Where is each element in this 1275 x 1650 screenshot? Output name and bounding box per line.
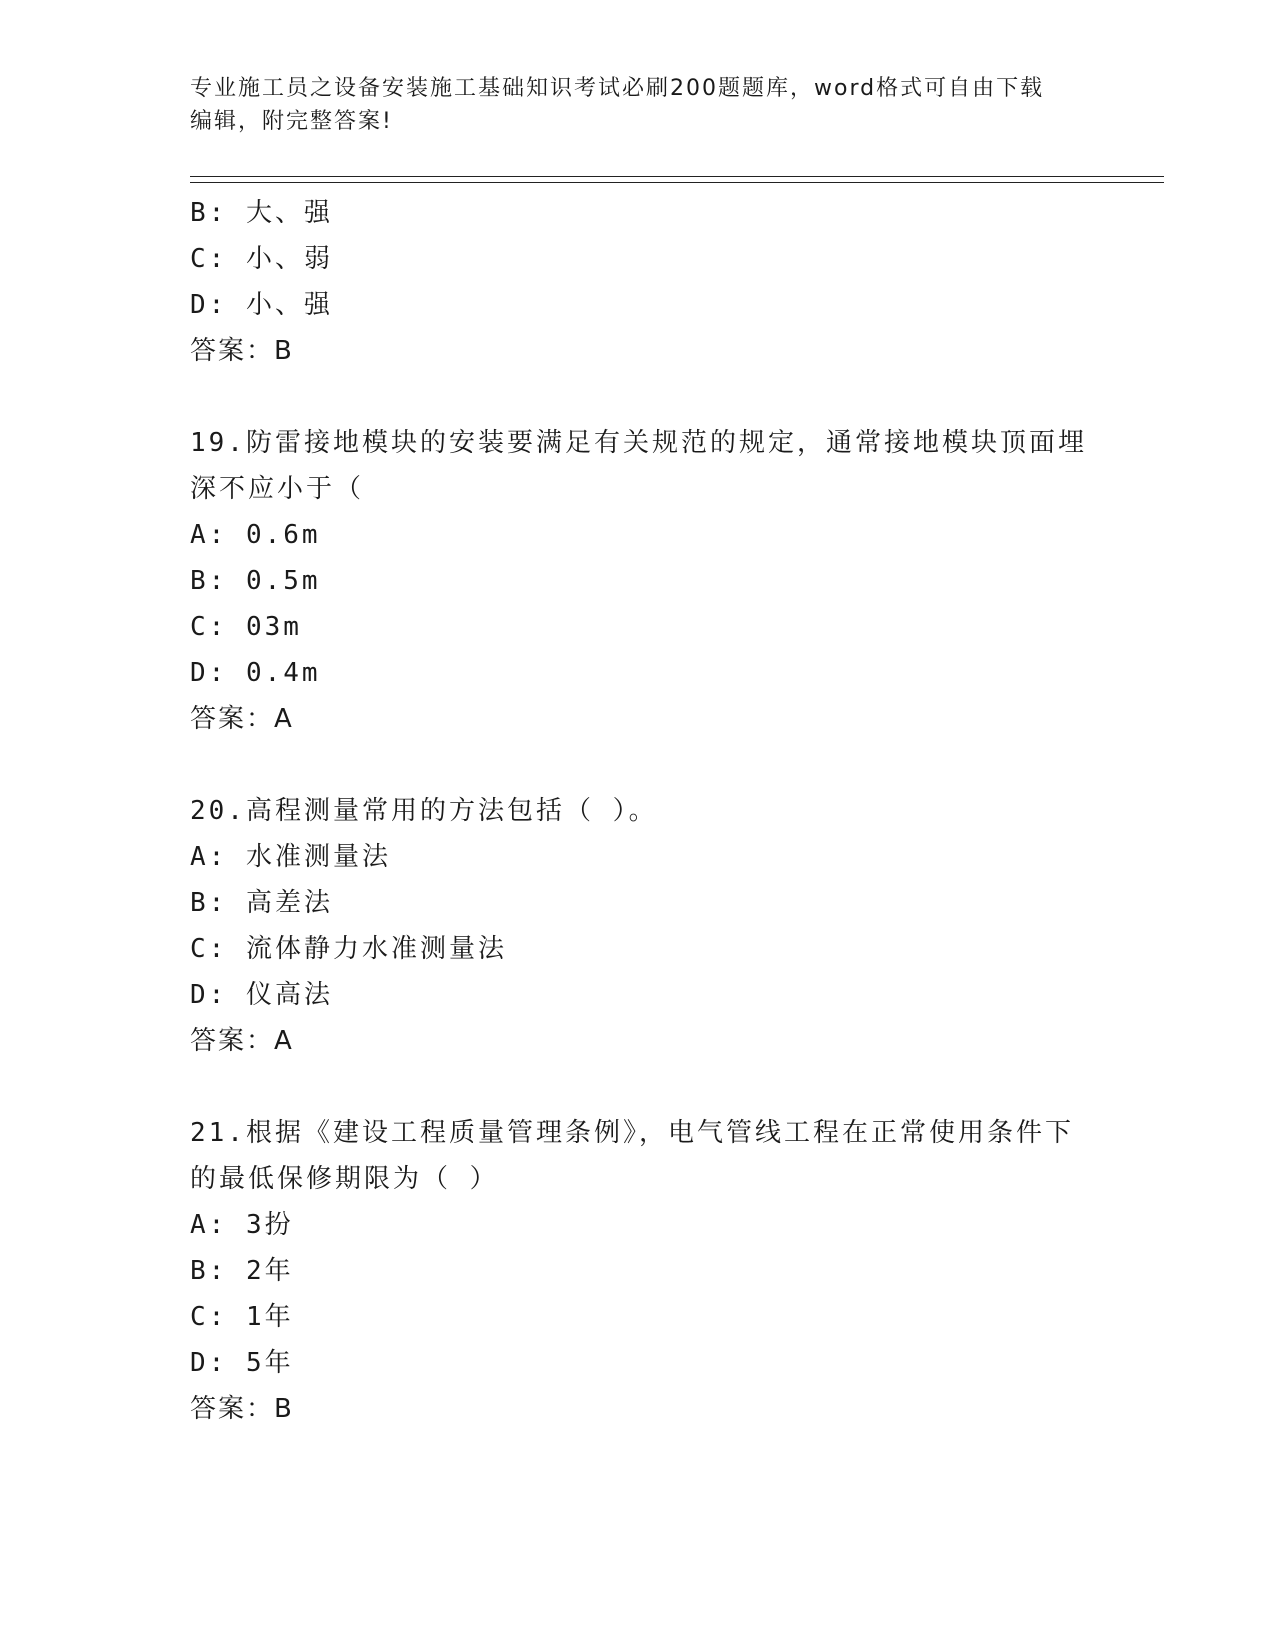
question-18-continuation [190, 190, 1090, 374]
option-a: A: 3扮 [190, 1210, 294, 1240]
header-line-2: 编辑，附完整答案! [190, 109, 393, 134]
option-d: D: 0.4m [190, 658, 321, 688]
option-b: B: 高差法 [190, 888, 333, 918]
question-list [190, 190, 1090, 1432]
answer-line: 答案：A [190, 1026, 294, 1056]
answer-line: 答案：B [190, 1394, 294, 1424]
option-a: A: 0.6m [190, 520, 321, 550]
header-divider-bottom [190, 182, 1164, 183]
spacer [190, 374, 1090, 420]
question-20 [190, 788, 1090, 1064]
answer-line: 答案：A [190, 704, 294, 734]
document-header [190, 72, 1090, 138]
option-c: C: 03m [190, 612, 302, 642]
question-text-line-1: 19.防雷接地模块的安装要满足有关规范的规定，通常接地模块顶面埋 [190, 428, 1087, 458]
question-text-line-1: 21.根据《建设工程质量管理条例》，电气管线工程在正常使用条件下 [190, 1118, 1074, 1148]
spacer [190, 742, 1090, 788]
question-19 [190, 420, 1090, 742]
header-line-1: 专业施工员之设备安装施工基础知识考试必刷200题题库，word格式可自由下载 [190, 76, 1045, 101]
question-21 [190, 1110, 1090, 1432]
option-d: D: 仪高法 [190, 980, 333, 1010]
option-a: A: 水准测量法 [190, 842, 391, 872]
option-b: B: 0.5m [190, 566, 321, 596]
option-c: C: 小、弱 [190, 244, 333, 274]
question-text-line-2: 深不应小于（ [190, 474, 365, 504]
header-divider-top [190, 176, 1164, 177]
question-text-line-2: 的最低保修期限为（ ） [190, 1164, 499, 1194]
option-b: B: 大、强 [190, 198, 333, 228]
option-c: C: 流体静力水准测量法 [190, 934, 507, 964]
option-c: C: 1年 [190, 1302, 294, 1332]
spacer [190, 1064, 1090, 1110]
option-d: D: 小、强 [190, 290, 333, 320]
question-text-line-1: 20.高程测量常用的方法包括（ ）。 [190, 796, 658, 826]
answer-line: 答案：B [190, 336, 294, 366]
option-d: D: 5年 [190, 1348, 294, 1378]
option-b: B: 2年 [190, 1256, 294, 1286]
